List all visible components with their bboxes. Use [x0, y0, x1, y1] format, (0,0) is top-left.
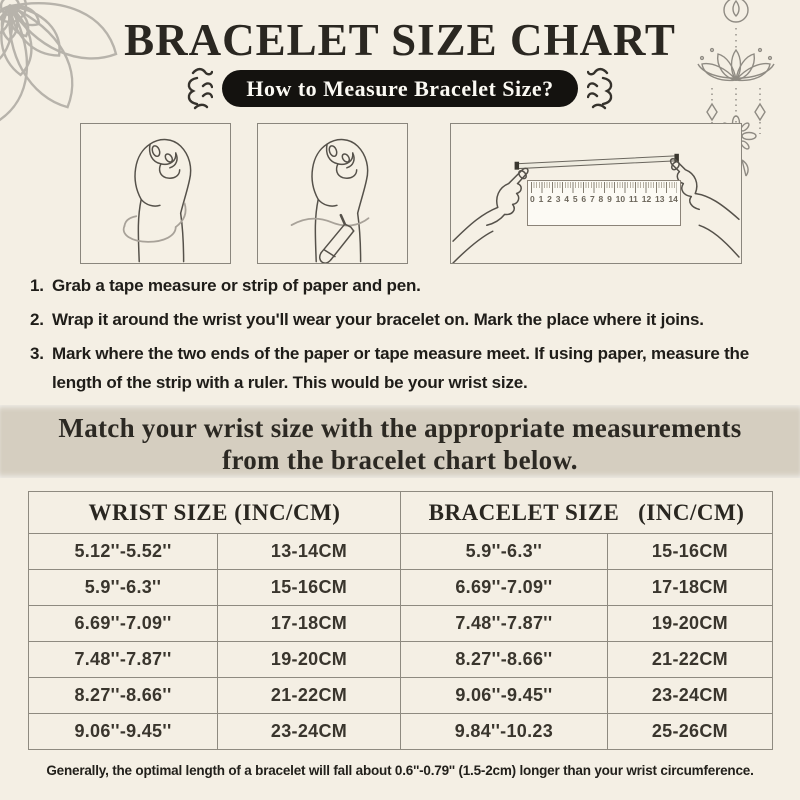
hand-with-tape-and-pen-icon — [258, 124, 407, 263]
bracelet-size-inch: 5.9''-6.3'' — [400, 534, 607, 570]
ruler-ticks — [531, 182, 677, 193]
instruction-step-3: 3. Mark where the two ends of the paper or tape measure meet. If using paper, measure the length of the strip with a ruler. This would be your wrist size. — [30, 344, 749, 392]
bracelet-size-header: BRACELET SIZE (INC/CM) — [400, 492, 772, 534]
wrist-size-cm: 21-22CM — [217, 678, 400, 714]
measure-instructions — [30, 271, 776, 402]
wrist-size-cm: 23-24CM — [217, 714, 400, 750]
wrist-size-inch: 8.27''-8.66'' — [29, 678, 218, 714]
bracelet-size-cm: 25-26CM — [607, 714, 772, 750]
bracelet-size-inch: 9.06''-9.45'' — [400, 678, 607, 714]
wrist-size-header: WRIST SIZE (INC/CM) — [29, 492, 401, 534]
wrist-size-inch: 5.12''-5.52'' — [29, 534, 218, 570]
wrist-size-cm: 19-20CM — [217, 642, 400, 678]
bracelet-size-cm: 15-16CM — [607, 534, 772, 570]
size-chart-table — [28, 491, 773, 750]
ruler-icon — [527, 180, 681, 226]
page-title: BRACELET SIZE CHART — [124, 15, 676, 65]
hand-with-tape-icon — [81, 124, 230, 263]
table-row — [29, 642, 773, 678]
subtitle-row — [0, 66, 800, 110]
wrist-size-cm: 15-16CM — [217, 570, 400, 606]
table-row — [29, 534, 773, 570]
bracelet-size-inch: 6.69''-7.09'' — [400, 570, 607, 606]
step1-illustration-box — [80, 123, 231, 264]
instruction-step-1: 1. Grab a tape measure or strip of paper and pen. — [30, 276, 421, 295]
bracelet-size-inch: 8.27''-8.66'' — [400, 642, 607, 678]
table-row — [29, 606, 773, 642]
table-row — [29, 678, 773, 714]
step3-illustration-box — [450, 123, 742, 264]
table-row — [29, 570, 773, 606]
pen-icon — [320, 215, 354, 263]
wrist-size-inch: 5.9''-6.3'' — [29, 570, 218, 606]
wrist-size-inch: 7.48''-7.87'' — [29, 642, 218, 678]
wrist-size-inch: 6.69''-7.09'' — [29, 606, 218, 642]
wrist-size-cm: 13-14CM — [217, 534, 400, 570]
table-row — [29, 714, 773, 750]
match-size-banner — [0, 405, 800, 478]
bracelet-size-cm: 17-18CM — [607, 570, 772, 606]
step2-illustration-box — [257, 123, 408, 264]
bracelet-size-cm: 21-22CM — [607, 642, 772, 678]
ruler-numbers: 0 1 2 3 4 5 6 7 8 9 10 11 12 13 14 — [530, 194, 678, 204]
squiggle-left-icon — [179, 66, 213, 110]
bracelet-size-inch: 9.84''-10.23 — [400, 714, 607, 750]
footnote: Generally, the optimal length of a bracelet will fall about 0.6''-0.79'' (1.5-2cm) longer than your wrist circumference. — [46, 763, 754, 778]
bracelet-size-cm: 23-24CM — [607, 678, 772, 714]
bracelet-size-cm: 19-20CM — [607, 606, 772, 642]
subtitle-pill: How to Measure Bracelet Size? — [222, 70, 577, 107]
bracelet-size-inch: 7.48''-7.87'' — [400, 606, 607, 642]
table-header-row — [29, 492, 773, 534]
wrist-size-cm: 17-18CM — [217, 606, 400, 642]
banner-line2: from the bracelet chart below. — [222, 445, 578, 475]
banner-line1: Match your wrist size with the appropriate measurements — [58, 413, 742, 443]
squiggle-right-icon — [587, 66, 621, 110]
wrist-size-inch: 9.06''-9.45'' — [29, 714, 218, 750]
instruction-step-2: 2. Wrap it around the wrist you'll wear your bracelet on. Mark the place where it joins. — [30, 310, 704, 329]
